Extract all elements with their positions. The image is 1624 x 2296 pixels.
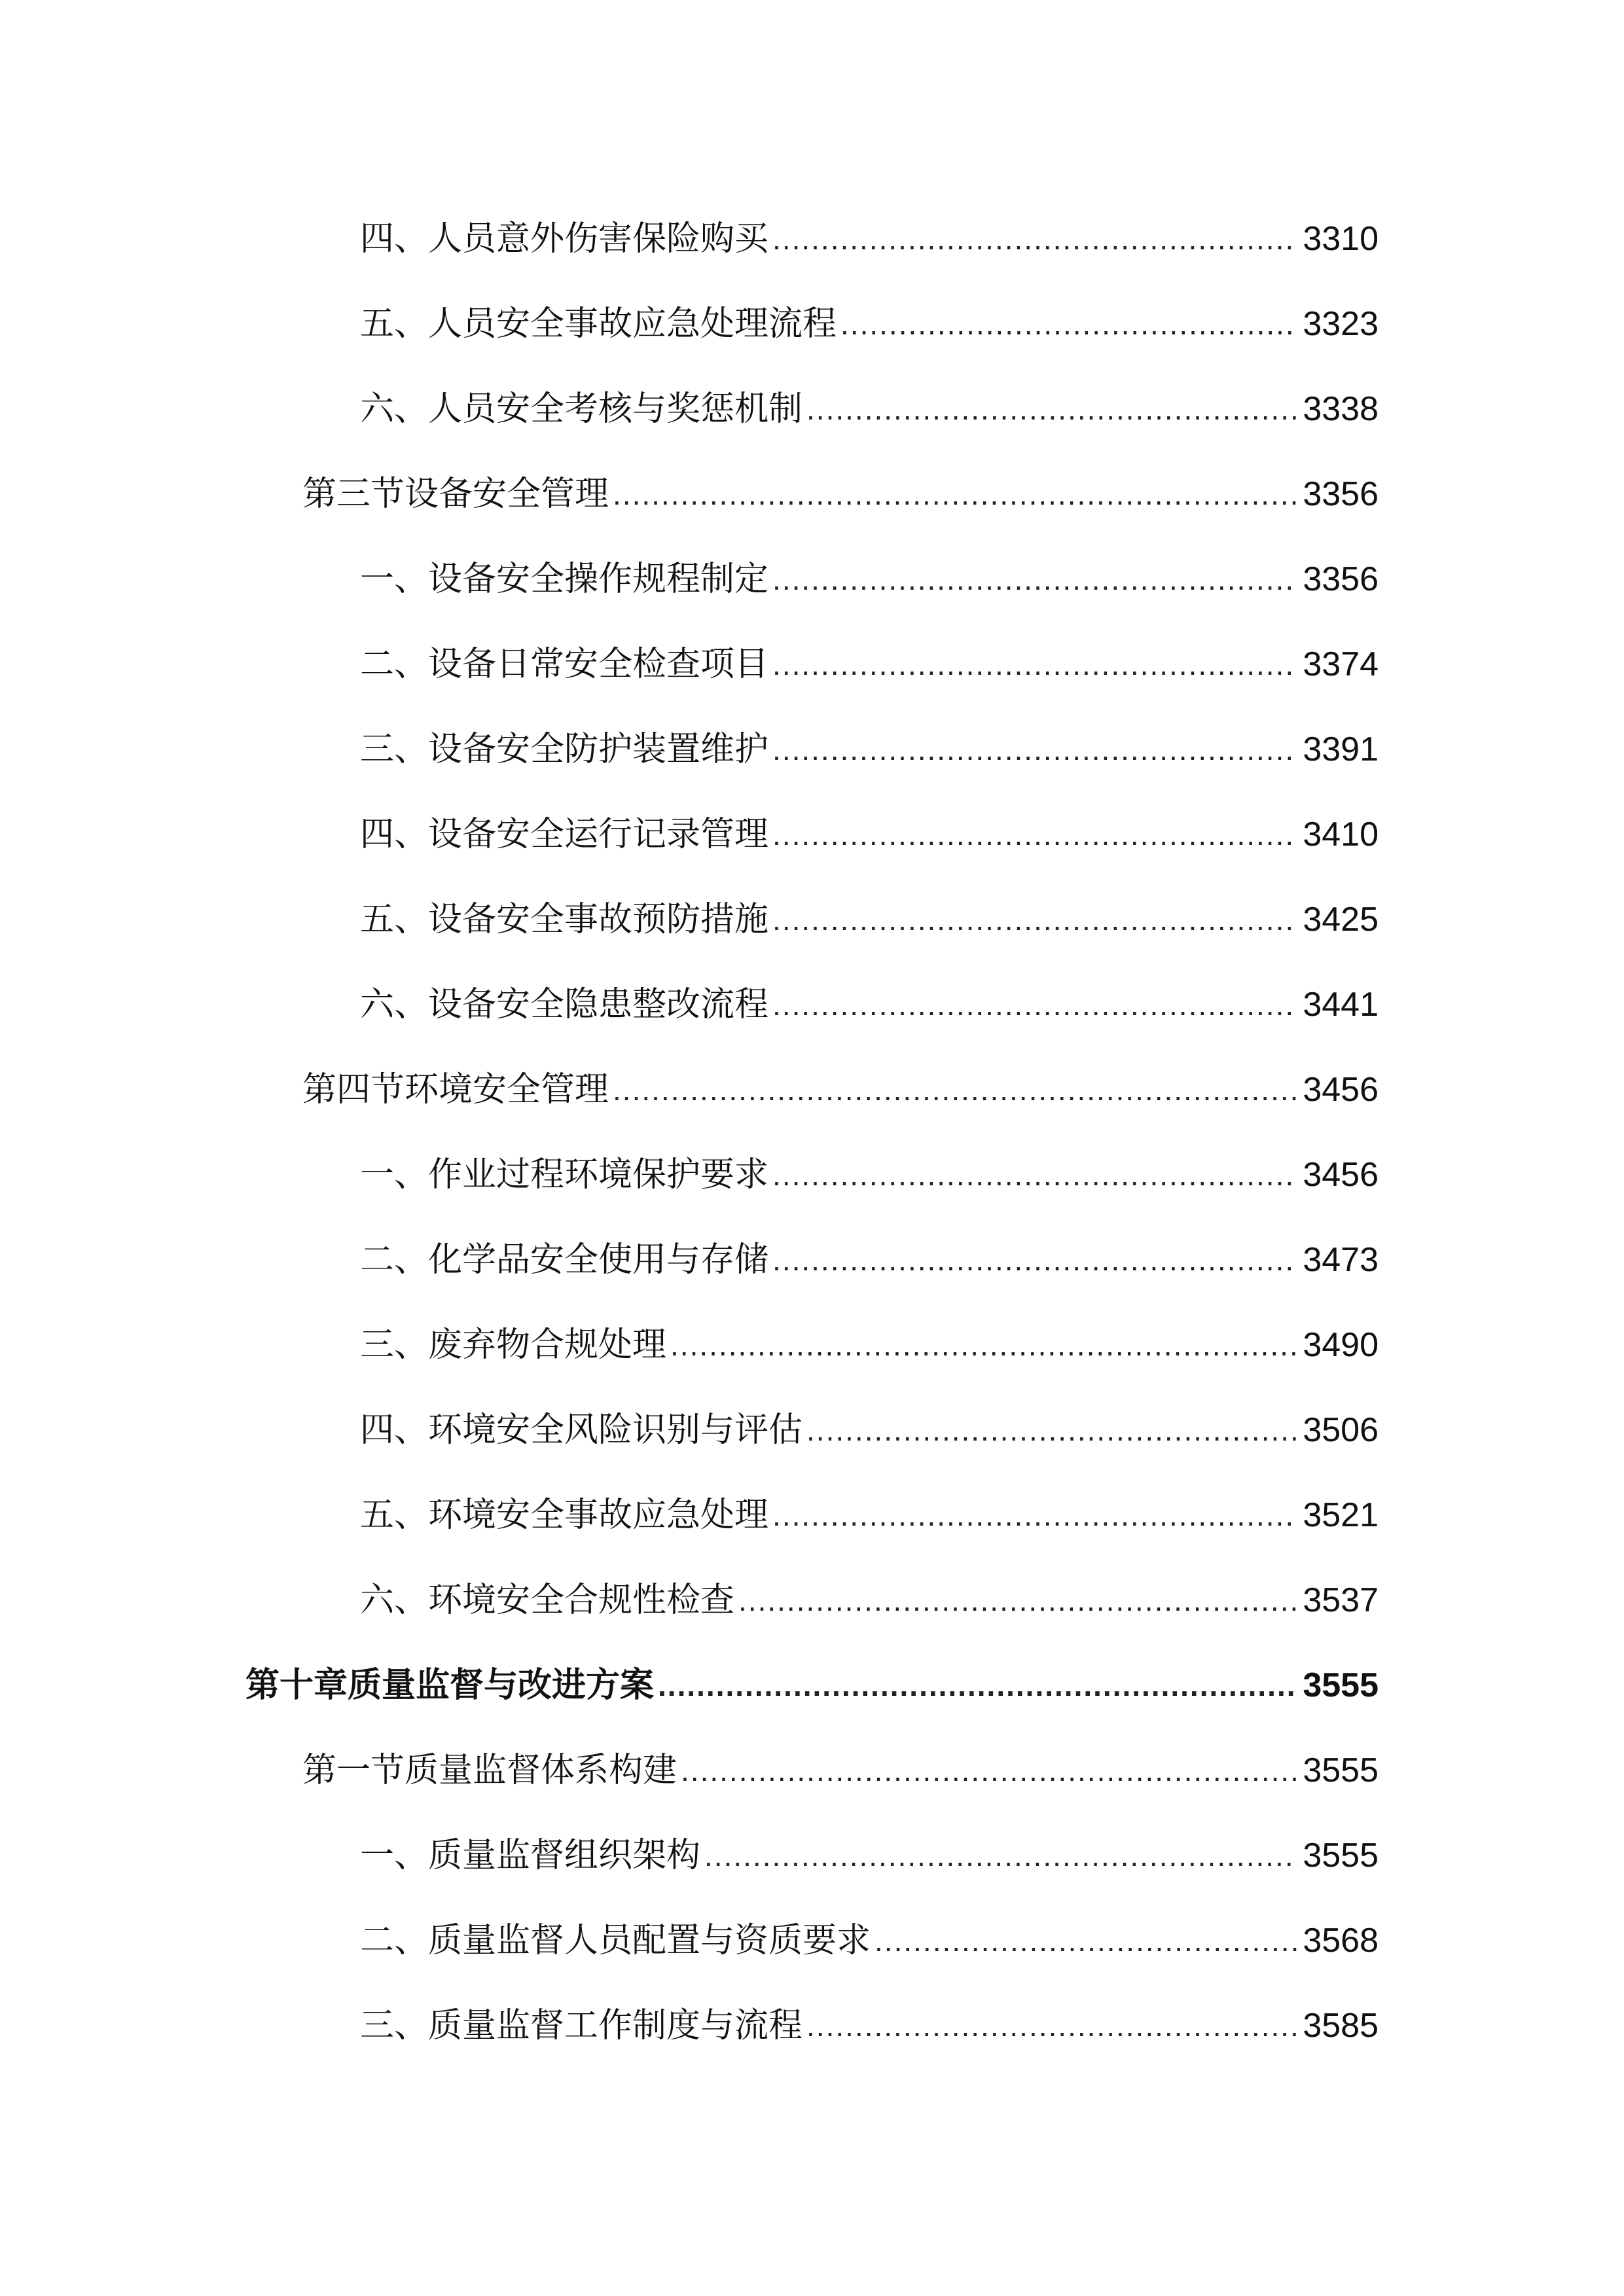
toc-entry-page: 3537 [1303, 1581, 1379, 1619]
toc-entry-title: 第一节质量监督体系构建 [302, 1751, 677, 1790]
toc-entry-title: 三、质量监督工作制度与流程 [360, 2006, 803, 2045]
toc-leader-dots [772, 635, 1297, 694]
toc-leader-dots [613, 1060, 1297, 1119]
toc-entry-title: 第三节设备安全管理 [302, 475, 609, 514]
toc-leader-dots [738, 1571, 1297, 1630]
toc-entry-title: 四、设备安全运行记录管理 [360, 815, 769, 854]
toc-section-entry[interactable] [302, 1741, 1379, 1800]
toc-entry[interactable] [360, 890, 1379, 949]
toc-entry-title: 二、化学品安全使用与存储 [360, 1240, 769, 1280]
toc-entry[interactable] [360, 209, 1379, 268]
toc-entry[interactable] [360, 1486, 1379, 1545]
toc-leader-dots [772, 805, 1297, 864]
toc-leader-dots [658, 1656, 1297, 1715]
toc-entry-title: 一、作业过程环境保护要求 [360, 1155, 769, 1194]
toc-entry-title: 二、设备日常安全检查项目 [360, 645, 769, 684]
toc-entry-page: 3323 [1303, 305, 1379, 343]
toc-entry-page: 3521 [1303, 1496, 1379, 1534]
toc-entry[interactable] [360, 975, 1379, 1034]
toc-entry-page: 3555 [1303, 1666, 1379, 1704]
toc-leader-dots [806, 1401, 1297, 1460]
toc-entry-page: 3473 [1303, 1241, 1379, 1279]
toc-entry[interactable] [360, 1996, 1379, 2055]
toc-entry-page: 3310 [1303, 220, 1379, 258]
toc-entry-title: 四、环境安全风险识别与评估 [360, 1410, 803, 1450]
toc-entry-page: 3456 [1303, 1156, 1379, 1194]
toc-chapter-entry[interactable] [245, 1656, 1379, 1715]
toc-leader-dots [772, 1230, 1297, 1289]
toc-leader-dots [772, 550, 1297, 609]
toc-entry-title: 三、废弃物合规处理 [360, 1325, 667, 1365]
toc-entry-page: 3555 [1303, 1751, 1379, 1789]
toc-entry-title: 二、质量监督人员配置与资质要求 [360, 1921, 871, 1960]
toc-leader-dots [772, 209, 1297, 268]
toc-entry-title: 五、环境安全事故应急处理 [360, 1496, 769, 1535]
toc-leader-dots [772, 1486, 1297, 1545]
toc-leader-dots [772, 1145, 1297, 1204]
toc-entry-page: 3391 [1303, 730, 1379, 768]
toc-entry-page: 3490 [1303, 1326, 1379, 1364]
toc-entry-title: 第十章质量监督与改进方案 [245, 1665, 655, 1705]
toc-entry[interactable] [360, 1230, 1379, 1289]
toc-entry-title: 四、人员意外伤害保险购买 [360, 219, 769, 259]
toc-section-entry[interactable] [302, 465, 1379, 524]
toc-entry-title: 一、设备安全操作规程制定 [360, 560, 769, 599]
toc-entry-title: 六、人员安全考核与奖惩机制 [360, 389, 803, 429]
toc-entry-title: 五、人员安全事故应急处理流程 [360, 304, 837, 344]
toc-entry-title: 六、环境安全合规性检查 [360, 1581, 735, 1620]
toc-entry-title: 六、设备安全隐患整改流程 [360, 985, 769, 1024]
toc-entry-page: 3506 [1303, 1411, 1379, 1449]
toc-section-entry[interactable] [302, 1060, 1379, 1119]
toc-entry[interactable] [360, 380, 1379, 439]
toc-leader-dots [681, 1741, 1297, 1800]
toc-leader-dots [806, 1996, 1297, 2055]
toc-leader-dots [613, 465, 1297, 524]
toc-entry[interactable] [360, 550, 1379, 609]
toc-entry-page: 3568 [1303, 1922, 1379, 1960]
toc-entry-page: 3425 [1303, 901, 1379, 939]
toc-entry-page: 3356 [1303, 560, 1379, 598]
toc-leader-dots [875, 1911, 1297, 1970]
toc-leader-dots [806, 380, 1297, 439]
toc-leader-dots [670, 1316, 1297, 1374]
toc-entry[interactable] [360, 720, 1379, 779]
toc-entry-page: 3456 [1303, 1071, 1379, 1109]
toc-entry[interactable] [360, 1145, 1379, 1204]
toc-entry-page: 3585 [1303, 2007, 1379, 2045]
toc-entry-page: 3374 [1303, 645, 1379, 683]
toc-entry-page: 3555 [1303, 1837, 1379, 1874]
toc-entry[interactable] [360, 635, 1379, 694]
toc-entry[interactable] [360, 1316, 1379, 1374]
toc-entry-title: 五、设备安全事故预防措施 [360, 900, 769, 939]
toc-entry[interactable] [360, 1911, 1379, 1970]
toc-entry[interactable] [360, 1571, 1379, 1630]
toc-entry[interactable] [360, 805, 1379, 864]
toc-entry[interactable] [360, 295, 1379, 353]
toc-entry-title: 三、设备安全防护装置维护 [360, 730, 769, 769]
toc-leader-dots [840, 295, 1297, 353]
toc-leader-dots [772, 975, 1297, 1034]
toc-entry[interactable] [360, 1401, 1379, 1460]
toc-leader-dots [772, 720, 1297, 779]
toc-entry-title: 第四节环境安全管理 [302, 1070, 609, 1109]
toc-entry-page: 3410 [1303, 816, 1379, 853]
toc-entry-page: 3441 [1303, 986, 1379, 1024]
toc-entry-page: 3356 [1303, 475, 1379, 513]
toc-entry-title: 一、质量监督组织架构 [360, 1836, 701, 1875]
toc-entry[interactable] [360, 1826, 1379, 1885]
toc-leader-dots [772, 890, 1297, 949]
toc-leader-dots [704, 1826, 1297, 1885]
toc-entry-page: 3338 [1303, 390, 1379, 428]
